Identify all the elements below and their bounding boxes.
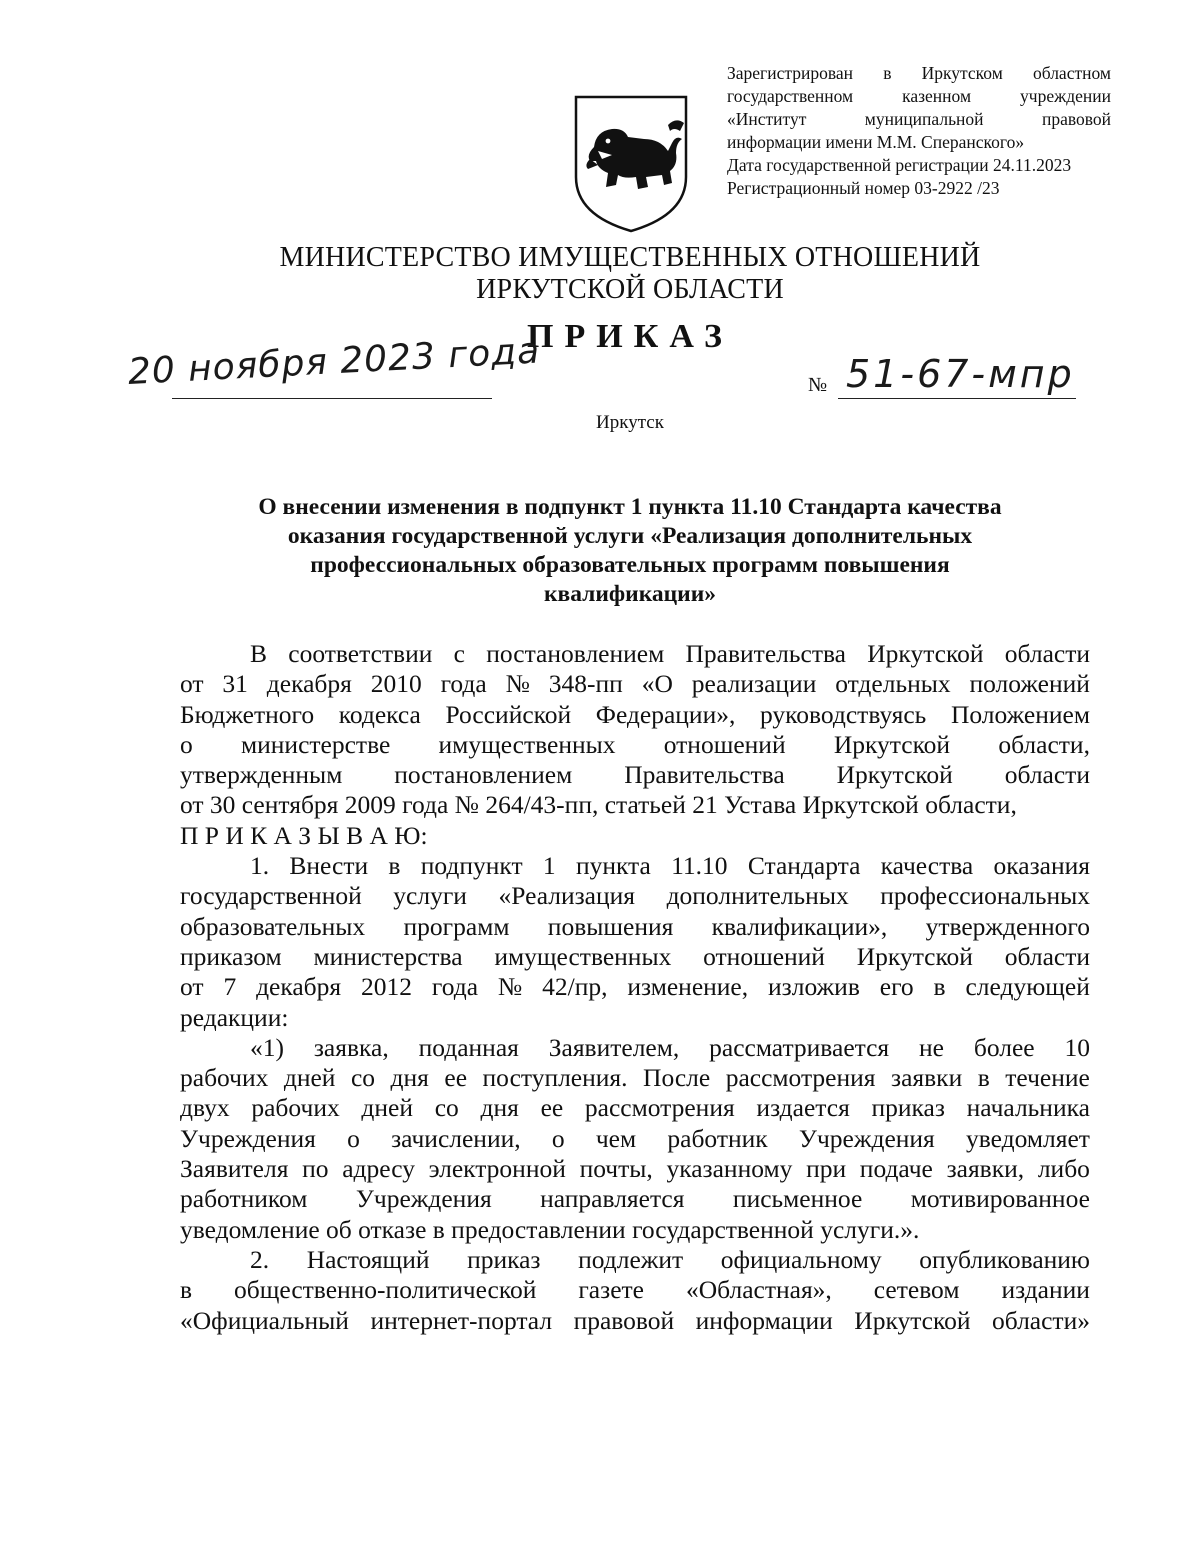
body-line: уведомление об отказе в предоставлении государственной услуги.». [180, 1214, 920, 1244]
body-line: рабочих дней со дня ее поступления. После рассмотрения заявки в течение [180, 1063, 1090, 1093]
registration-stamp [727, 62, 1111, 200]
body-line: от 7 декабря 2012 года № 42/пр, изменение, изложив его в следующей [180, 972, 1090, 1002]
body-line: в общественно-политической газете «Областная», сетевом издании [180, 1275, 1090, 1305]
registration-line: информации имени М.М. Сперанского» [727, 132, 1025, 152]
ministry-name [200, 242, 1060, 306]
body-line: редакции: [180, 1002, 289, 1032]
title-line: квалификации» [543, 581, 717, 607]
registration-line: Регистрационный номер 03-2922 /23 [727, 178, 1000, 198]
body-line: двух рабочих дней со дня ее рассмотрения издается приказ начальника [180, 1093, 1090, 1123]
body-line: образовательных программ повышения квалификации», утвержденного [180, 911, 1090, 941]
title-line: оказания государственной услуги «Реализация дополнительных [287, 523, 973, 549]
document-body [180, 639, 1090, 1336]
irkutsk-coat-of-arms-icon [572, 95, 690, 233]
date-underline [172, 398, 492, 399]
body-line: 1. Внести в подпункт 1 пункта 11.10 Стандарта качества оказания [250, 851, 1090, 881]
number-label: № [808, 374, 828, 396]
body-line: В соответствии с постановлением Правительства Иркутской области [250, 639, 1090, 668]
body-line: о министерстве имущественных отношений Иркутской области, [180, 729, 1090, 759]
body-line: Учреждения о зачислении, о чем работник Учреждения уведомляет [180, 1123, 1090, 1153]
body-line: работником Учреждения направляется письменное мотивированное [180, 1184, 1090, 1214]
registration-line: государственном казенном учреждении [727, 86, 1111, 106]
document-type: ПРИКАЗ [527, 318, 733, 355]
document-title [180, 493, 1080, 609]
body-line: приказом министерства имущественных отношений Иркутской области [180, 941, 1090, 971]
registration-line: Дата государственной регистрации 24.11.2023 [727, 155, 1072, 175]
title-line: профессиональных образовательных программ повышения [310, 552, 950, 578]
handwritten-number: 51-67-мпр [846, 352, 1075, 396]
body-line: «Официальный интернет-портал правовой информации Иркутской области» [180, 1305, 1090, 1335]
ministry-line: МИНИСТЕРСТВО ИМУЩЕСТВЕННЫХ ОТНОШЕНИЙ [279, 242, 981, 273]
title-line: О внесении изменения в подпункт 1 пункта 11.10 Стандарта качества [258, 494, 1002, 520]
body-line: Бюджетного кодекса Российской Федерации», руководствуясь Положением [180, 699, 1090, 729]
body-line: 2. Настоящий приказ подлежит официальному опубликованию [250, 1244, 1090, 1274]
body-line: государственной услуги «Реализация дополнительных профессиональных [180, 881, 1090, 911]
handwritten-date: 20 ноября 2023 года [126, 330, 542, 393]
ministry-line: ИРКУТСКОЙ ОБЛАСТИ [476, 274, 784, 305]
registration-line: Зарегистрирован в Иркутском областном [727, 63, 1111, 83]
body-line: Заявителя по адресу электронной почты, указанному при подаче заявки, либо [180, 1154, 1090, 1184]
body-line: П Р И К А З Ы В А Ю: [180, 820, 428, 850]
body-line: от 31 декабря 2010 года № 348-пп «О реализации отдельных положений [180, 669, 1090, 699]
body-line: от 30 сентября 2009 года № 264/43-пп, статьей 21 Устава Иркутской области, [180, 790, 1017, 820]
registration-line: «Институт муниципальной правовой [727, 109, 1111, 129]
number-underline [838, 398, 1076, 399]
city-name: Иркутск [596, 412, 664, 433]
body-line: «1) заявка, поданная Заявителем, рассматривается не более 10 [250, 1032, 1090, 1062]
body-line: утвержденным постановлением Правительства Иркутской области [180, 760, 1090, 790]
